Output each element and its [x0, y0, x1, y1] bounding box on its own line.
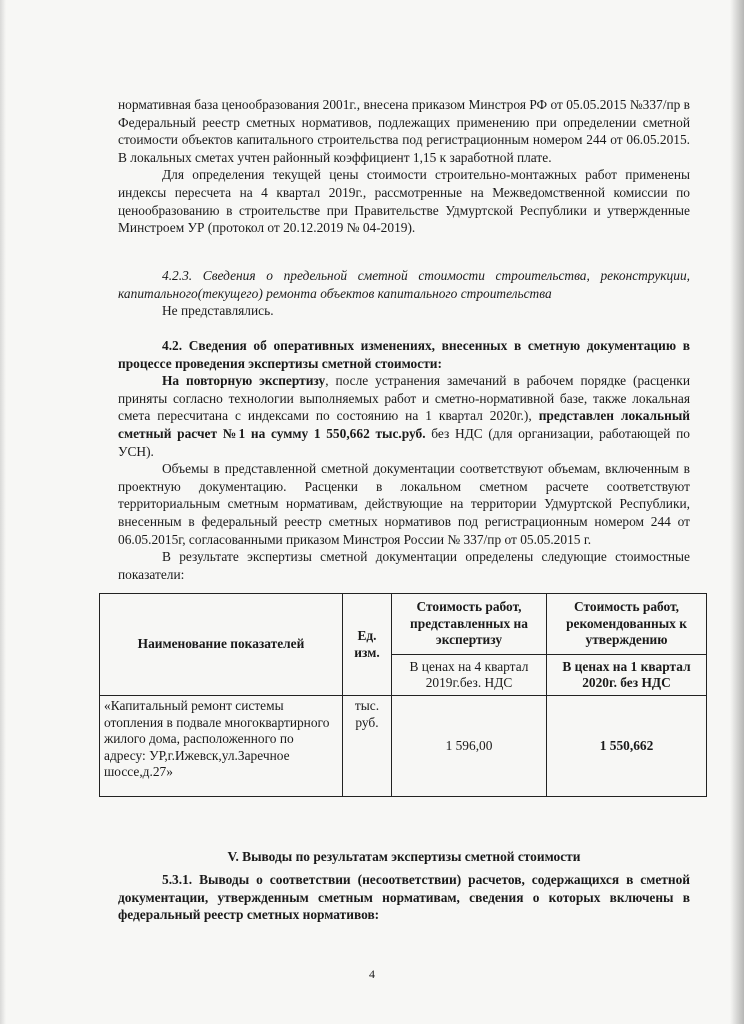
table-header-row — [100, 594, 707, 655]
scan-left-edge — [0, 0, 6, 1024]
header-presented: Стоимость работ, представленных на экспертизу — [392, 594, 547, 655]
row-name: «Капитальный ремонт системы отопления в подвале многоквартирного жилого дома, расположенного по адресу: УР,г.Ижевск,ул.Заречное шоссе,д.27» — [100, 696, 343, 797]
header-recommended: Стоимость работ, рекомендованных к утверждению — [547, 594, 707, 655]
section-4-2-3 — [118, 267, 690, 320]
section-5-3-1: 5.3.1. Выводы о соответствии (несоответствии) расчетов, содержащихся в сметной документации, утвержденным сметным нормативам, сведения о которых включены в федеральный реестр сметных нормативов: — [118, 872, 690, 923]
section-4-2-paragraph-3: В результате экспертизы сметной документации определены следующие стоимостные показатели: — [118, 549, 690, 582]
resubmission-label: На повторную экспертизу — [162, 373, 326, 389]
resubmission-text: , после устранения замечаний в рабочем порядке (расценки приняты согласно технологии выполняемых работ и сметно-нормативной базе, также локальная смета пересчитана с индексами по состоянию на 1 квартал 2020г.), — [118, 373, 690, 424]
estimate-amount: представлен локальный сметный расчет №1 на сумму 1 550,662 тыс.руб. — [118, 408, 690, 441]
section-v-heading: V. Выводы по результатам экспертизы сметной стоимости — [227, 849, 581, 864]
section-4-2-paragraph-1 — [118, 372, 690, 460]
section-v — [118, 848, 690, 866]
intro-paragraph-2: Для определения текущей цены стоимости строительно-монтажных работ применены индексы пересчета на 4 квартал 2019г., рассмотренные на Межведомственной комиссии по ценообразованию в строительстве при Правительстве Удмуртской Республики и утвержденные Минстроем УР (протокол от 20.12.2019 № 04-2019). — [118, 167, 690, 236]
section-4-2-heading: 4.2. Сведения об оперативных изменениях, внесенных в сметную документацию в процессе проведения экспертизы сметной стоимости: — [118, 338, 690, 371]
subheader-presented: В ценах на 4 квартал 2019г.без. НДС — [392, 655, 547, 696]
estimate-tail: без НДС (для организации, работающей по УСН). — [118, 425, 690, 459]
section-4-2-3-text: Не представлялись. — [162, 303, 274, 319]
section-4-2-paragraph-2: Объемы в представленной сметной документации соответствуют объемам, включенным в проектную документацию. Расценки в локальном сметном расчете соответствуют территориальным сметным нормативам, действующие на территории Удмуртской Республики, внесенным в федеральный реестр сметных нормативов под регистрационным номером 244 от 06.05.2015г, согласованными приказом Минстроя России № 337/пр от 05.05.2015 г. — [118, 461, 690, 547]
header-unit: Ед. изм. — [343, 594, 392, 696]
header-name: Наименование показателей — [100, 594, 343, 696]
row-presented-cost: 1 596,00 — [392, 696, 547, 797]
table-row — [100, 696, 707, 797]
row-recommended-cost: 1 550,662 — [547, 696, 707, 797]
row-unit: тыс. руб. — [343, 696, 392, 797]
intro-paragraph-1: нормативная база ценообразования 2001г., внесена приказом Минстроя РФ от 05.05.2015 №337/пр в Федеральный реестр сметных нормативов, подлежащих применению при определении сметной стоимости объектов капитального строительства под регистрационным номером 244 от 06.05.2015. В локальных сметах учтен районный коэффициент 1,15 к заработной плате. — [118, 97, 690, 165]
subheader-recommended: В ценах на 1 квартал 2020г. без НДС — [547, 655, 707, 696]
section-4-2-3-heading: 4.2.3. Сведения о предельной сметной стоимости строительства, реконструкции, капитального(текущего) ремонта объектов капитального строительства — [118, 268, 690, 301]
section-v-body — [118, 871, 690, 924]
cost-results-table — [99, 593, 707, 797]
page-number: 4 — [369, 967, 375, 981]
section-4-2 — [118, 337, 690, 583]
scan-right-edge — [730, 0, 744, 1024]
intro-block — [118, 96, 690, 237]
